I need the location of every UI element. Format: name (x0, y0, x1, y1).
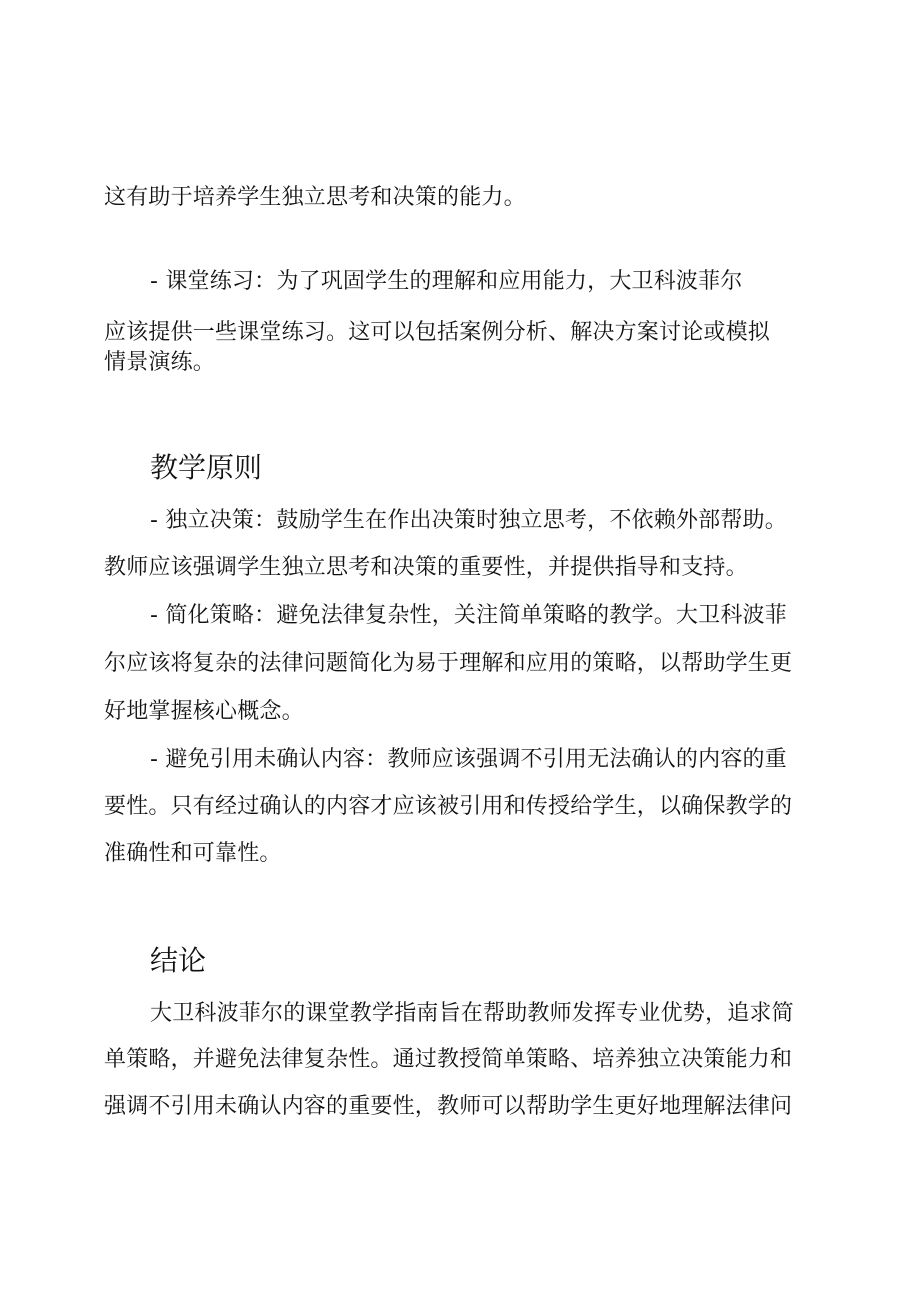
practice-line: - 课堂练习：为了巩固学生的理解和应用能力，大卫科波菲尔 (150, 269, 743, 294)
principle-line: 教师应该强调学生独立思考和决策的重要性，并提供指导和支持。 (104, 555, 748, 580)
conclusion-line: 大卫科波菲尔的课堂教学指南旨在帮助教师发挥专业优势，追求简 (150, 1001, 794, 1026)
intro-line: 这有助于培养学生独立思考和决策的能力。 (104, 185, 526, 210)
principle-line: 好地掌握核心概念。 (104, 699, 304, 724)
principle-line: 要性。只有经过确认的内容才应该被引用和传授给学生，以确保教学的 (104, 794, 793, 819)
principle-line: 尔应该将复杂的法律问题简化为易于理解和应用的策略，以帮助学生更 (104, 651, 793, 676)
principles-heading: 教学原则 (150, 451, 263, 484)
principle-line: 准确性和可靠性。 (104, 841, 282, 866)
conclusion-heading: 结论 (150, 944, 207, 977)
principle-line: - 简化策略：避免法律复杂性，关注简单策略的教学。大卫科波菲 (150, 603, 787, 628)
principle-line: - 避免引用未确认内容：教师应该强调不引用无法确认的内容的重 (150, 747, 787, 772)
practice-line: 情景演练。 (104, 350, 216, 375)
principle-line: - 独立决策：鼓励学生在作出决策时独立思考，不依赖外部帮助。 (150, 508, 787, 533)
conclusion-line: 单策略，并避免法律复杂性。通过教授简单策略、培养独立决策能力和 (104, 1047, 793, 1072)
conclusion-line: 强调不引用未确认内容的重要性，教师可以帮助学生更好地理解法律问 (104, 1094, 793, 1119)
practice-line: 应该提供一些课堂练习。这可以包括案例分析、解决方案讨论或模拟 (104, 320, 771, 345)
